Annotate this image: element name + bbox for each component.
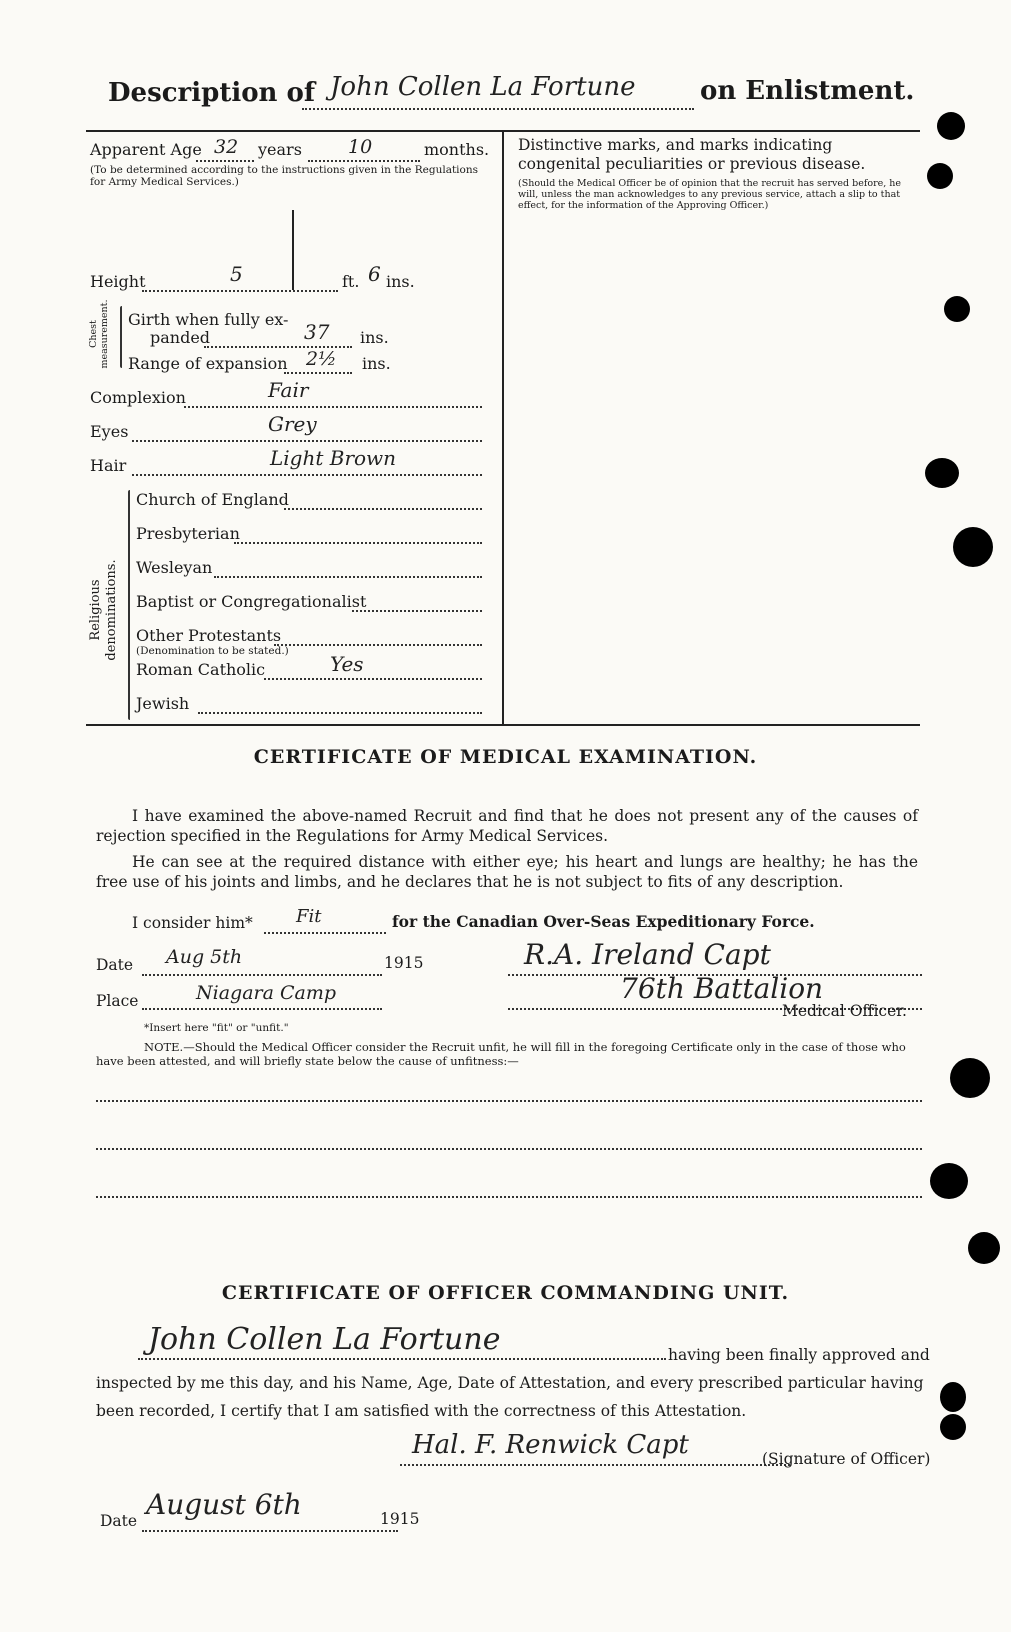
punch-hole <box>940 1414 966 1440</box>
hair-line <box>132 474 482 476</box>
wesleyan-line <box>214 576 482 578</box>
commanding-line-2: inspected by me this day, and his Name, Age, Date of Attestation, and every prescribed particular having <box>96 1374 924 1392</box>
commanding-date-line <box>142 1530 398 1532</box>
eyes-value: Grey <box>268 412 317 436</box>
fit-footnote: *Insert here "fit" or "unfit." <box>144 1022 289 1034</box>
eyes-label: Eyes <box>90 422 129 441</box>
column-divider <box>502 132 504 724</box>
signature-of-officer-label: (Signature of Officer) <box>762 1450 931 1468</box>
unfitness-line-2 <box>96 1148 922 1150</box>
commanding-name-handwritten: John Collen La Fortune <box>148 1322 501 1357</box>
punch-hole <box>925 458 959 488</box>
unfitness-line-3 <box>96 1196 922 1198</box>
commanding-signature-line <box>400 1464 790 1466</box>
roman-catholic-label: Roman Catholic <box>136 660 266 679</box>
place-line <box>142 1008 382 1010</box>
height-ft-line <box>142 290 338 292</box>
complexion-label: Complexion <box>90 388 186 407</box>
other-protestants-label: Other Protestants <box>136 626 282 645</box>
unfitness-line-1 <box>96 1100 922 1102</box>
chest-measurement-label: Chest measurement. <box>88 299 110 369</box>
girth-ins-label: ins. <box>360 328 389 347</box>
commanding-name-line <box>138 1358 666 1360</box>
church-of-england-label: Church of England <box>136 490 289 509</box>
other-protestants-line <box>274 644 482 646</box>
distinctive-marks-title: Distinctive marks, and marks indicating congenital peculiarities or previous disease. <box>518 136 866 173</box>
age-years-line <box>196 160 254 162</box>
consider-line <box>264 932 386 934</box>
commanding-officer-signature: Hal. F. Renwick Capt <box>412 1430 689 1460</box>
ft-label: ft. <box>342 272 360 291</box>
age-months-line <box>308 160 420 162</box>
age-years-value: 32 <box>214 136 239 158</box>
height-ins-value: 6 <box>368 262 381 286</box>
name-dotted-line <box>302 108 694 110</box>
punch-hole <box>927 163 953 189</box>
range-ins-label: ins. <box>362 354 391 373</box>
height-label: Height <box>90 272 146 291</box>
commanding-line-1-tail: having been finally approved and <box>668 1346 930 1364</box>
baptist-label: Baptist or Congregationalist <box>136 592 367 611</box>
roman-catholic-value: Yes <box>330 652 364 676</box>
medical-officer-signature: R.A. Ireland Capt <box>524 938 771 971</box>
church-of-england-line <box>284 508 482 510</box>
medical-officer-label: Medical Officer. <box>782 1002 907 1020</box>
denomination-note: (Denomination to be stated.) <box>136 645 289 657</box>
presbyterian-label: Presbyterian <box>136 524 240 543</box>
commanding-date-label: Date <box>100 1512 138 1530</box>
punch-hole <box>950 1058 990 1098</box>
jewish-line <box>198 712 482 714</box>
punch-hole <box>944 296 970 322</box>
medical-certificate-heading: CERTIFICATE OF MEDICAL EXAMINATION. <box>253 746 758 768</box>
complexion-line <box>184 406 482 408</box>
battalion-value: 76th Battalion <box>620 972 824 1005</box>
months-label: months. <box>424 140 490 159</box>
height-ft-divider <box>292 210 294 290</box>
punch-hole <box>930 1163 968 1199</box>
commanding-line-3: been recorded, I certify that I am satisfied with the correctness of this Attestation. <box>96 1402 747 1420</box>
girth-value: 37 <box>304 320 330 344</box>
age-note: (To be determined according to the instructions given in the Regulations for Army Medical Services.) <box>90 164 478 188</box>
commanding-certificate-heading: CERTIFICATE OF OFFICER COMMANDING UNIT. <box>221 1282 790 1304</box>
medical-date-line <box>142 974 382 976</box>
range-value: 2½ <box>306 348 337 370</box>
years-label: years <box>258 140 302 159</box>
medical-date-value: Aug 5th <box>166 946 243 968</box>
medical-date-label: Date <box>96 956 134 974</box>
range-label: Range of expansion <box>128 354 288 373</box>
commanding-date-value: August 6th <box>146 1488 302 1521</box>
punch-hole <box>953 527 993 567</box>
hair-value: Light Brown <box>270 446 397 470</box>
medical-para-2: He can see at the required distance with either eye; his heart and lungs are healthy; he has the free use of his joints and limbs, and he declares that he is not subject to fits of any description. <box>96 853 918 891</box>
punch-hole <box>968 1232 1000 1264</box>
presbyterian-line <box>234 542 482 544</box>
recruit-name-handwritten: John Collen La Fortune <box>330 72 636 102</box>
punch-hole <box>937 112 965 140</box>
eyes-line <box>132 440 482 442</box>
height-ft-value: 5 <box>230 262 243 286</box>
consider-label: I consider him* <box>132 914 253 932</box>
religious-denominations-label: Religious denominations. <box>88 559 119 661</box>
hair-label: Hair <box>90 456 127 475</box>
complexion-value: Fair <box>268 378 309 402</box>
form-title-left: Description of <box>108 78 316 108</box>
wesleyan-label: Wesleyan <box>136 558 213 577</box>
place-value: Niagara Camp <box>196 982 337 1004</box>
religion-brace <box>128 490 130 720</box>
age-label: Apparent Age <box>90 140 202 159</box>
commanding-year: 1915 <box>380 1510 420 1528</box>
consider-suffix: for the Canadian Over-Seas Expeditionary Force. <box>392 912 815 931</box>
consider-value: Fit <box>296 906 322 927</box>
baptist-line <box>352 610 482 612</box>
punch-hole <box>940 1382 966 1412</box>
middle-divider <box>86 724 920 726</box>
roman-catholic-line <box>264 678 482 680</box>
range-line <box>284 372 352 374</box>
medical-year: 1915 <box>384 954 424 972</box>
age-months-value: 10 <box>348 136 373 158</box>
chest-brace <box>120 306 122 368</box>
unfit-note: NOTE.—Should the Medical Officer consider the Recruit unfit, he will fill in the foregoing Certificate only in the case of those who have been attested, and will briefly state below the cause of unfitness:— <box>96 1040 906 1068</box>
place-label: Place <box>96 992 139 1010</box>
distinctive-marks-note: (Should the Medical Officer be of opinion that the recruit has served before, he will, unless the man acknowledges to any previous service, attach a slip to that effect, for the information of the Approving Officer.) <box>518 178 902 211</box>
girth-label-1: Girth when fully ex- <box>128 310 289 329</box>
medical-para-1: I have examined the above-named Recruit and find that he does not present any of the causes of rejection specified in the Regulations for Army Medical Services. <box>96 807 918 845</box>
jewish-label: Jewish <box>136 694 190 713</box>
ins-label: ins. <box>386 272 415 291</box>
form-title-right: on Enlistment. <box>700 76 915 106</box>
girth-label-2: panded <box>150 328 211 347</box>
